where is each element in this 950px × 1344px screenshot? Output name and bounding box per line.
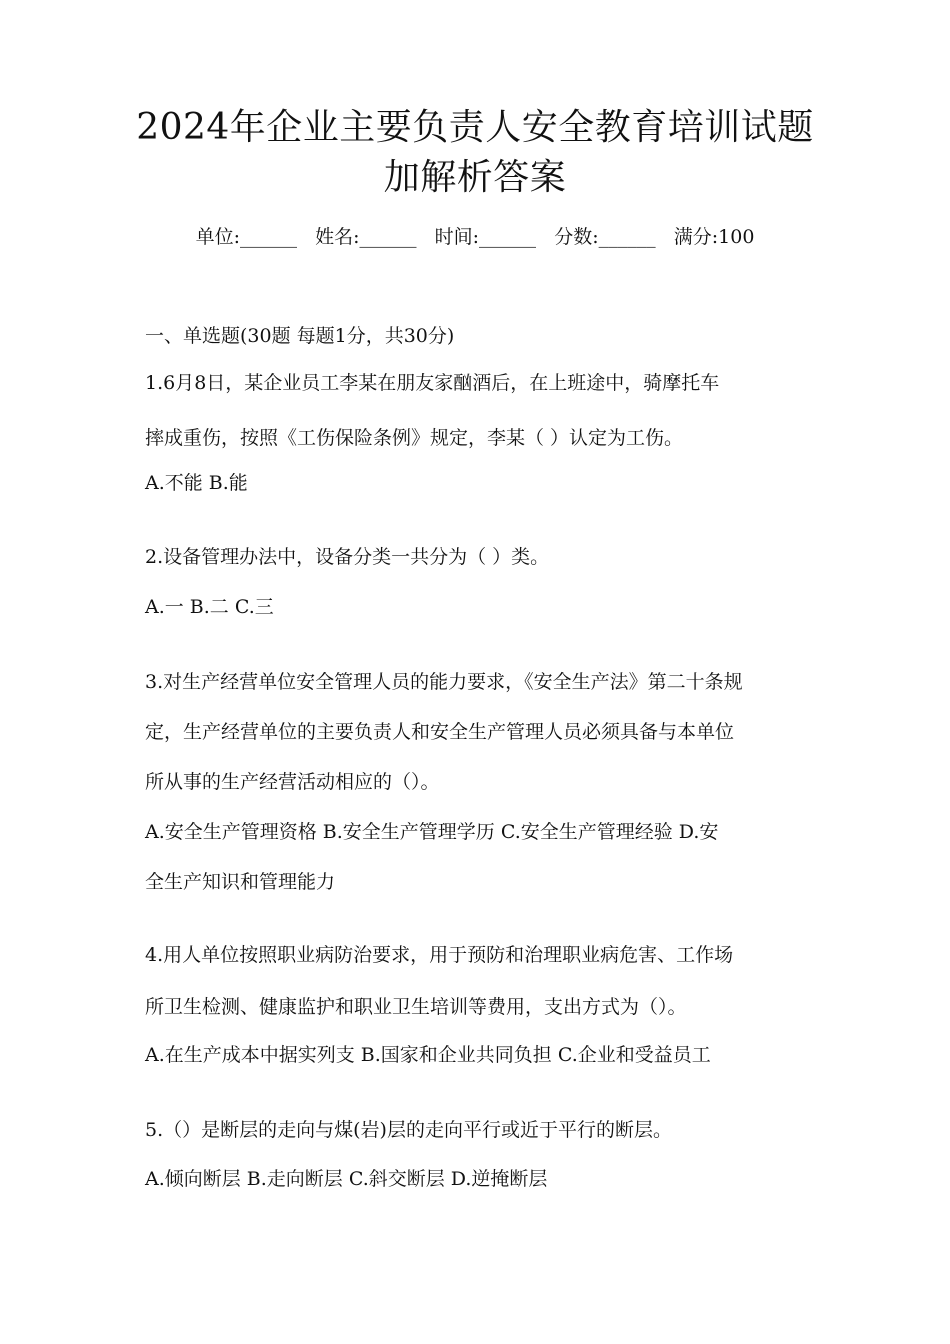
full-score-field: 满分:100 [673, 226, 755, 248]
question-1-line-2: 摔成重伤，按照《工伤保险条例》规定，李某（ ）认定为工伤。 [145, 427, 684, 449]
exam-info-line [0, 222, 950, 252]
question-1-line-1: 1.6月8日，某企业员工李某在朋友家酗酒后，在上班途中，骑摩托车 [145, 372, 720, 394]
question-3-line-3: 所从事的生产经营活动相应的（）。 [145, 771, 440, 793]
question-2-options: A.一 B.二 C.三 [145, 596, 274, 618]
document-title-line-1: 2024年企业主要负责人安全教育培训试题 [136, 107, 814, 148]
unit-field: 单位:______ [195, 226, 297, 248]
time-field: 时间:______ [434, 226, 537, 248]
section-heading: 一、单选题(30题 每题1分，共30分) [145, 325, 455, 347]
question-2-line-1: 2.设备管理办法中，设备分类一共分为（ ）类。 [145, 546, 550, 568]
question-4-line-2: 所卫生检测、健康监护和职业卫生培训等费用，支出方式为（）。 [145, 996, 687, 1018]
question-5-options: A.倾向断层 B.走向断层 C.斜交断层 D.逆掩断层 [145, 1168, 548, 1190]
score-field: 分数:______ [554, 226, 656, 248]
question-4-line-1: 4.用人单位按照职业病防治要求，用于预防和治理职业病危害、工作场 [145, 944, 734, 966]
question-5-line-1: 5.（）是断层的走向与煤(岩)层的走向平行或近于平行的断层。 [145, 1119, 672, 1141]
name-field: 姓名:______ [315, 226, 417, 248]
question-3-line-1: 3.对生产经营单位安全管理人员的能力要求，《安全生产法》第二十条规 [145, 671, 743, 693]
question-3-options-line-1: A.安全生产管理资格 B.安全生产管理学历 C.安全生产管理经验 D.安 [145, 821, 719, 843]
question-1-options: A.不能 B.能 [145, 472, 248, 494]
question-4-options: A.在生产成本中据实列支 B.国家和企业共同负担 C.企业和受益员工 [145, 1044, 711, 1066]
question-3-line-2: 定，生产经营单位的主要负责人和安全生产管理人员必须具备与本单位 [145, 721, 735, 743]
question-3-options-line-2: 全生产知识和管理能力 [145, 871, 336, 893]
document-title-line-2: 加解析答案 [383, 157, 567, 198]
